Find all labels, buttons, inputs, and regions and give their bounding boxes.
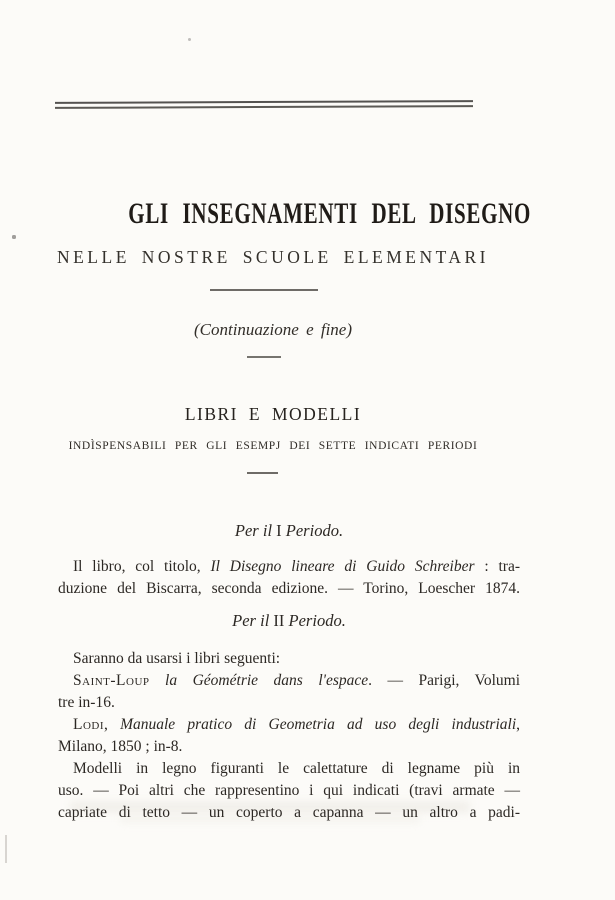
article-title-text: GLI INSEGNAMENTI DEL DISEGNO	[128, 197, 532, 230]
paragraph-period-1	[58, 556, 520, 600]
period-2-post: Periodo.	[284, 611, 346, 630]
author-smallcaps: Lodi	[73, 716, 105, 733]
text-segment: ,	[104, 716, 121, 733]
text-segment: ,	[516, 716, 520, 733]
section-heading: LIBRI E MODELLI	[184, 404, 362, 424]
section-subheading: INDÌSPENSABILI PER GLI ESEMPJ DEI SETTE INDICATI PERIODI	[68, 440, 478, 452]
text-segment: . — Parigi, Volumi	[368, 672, 521, 689]
text-segment: : tra-	[474, 558, 520, 575]
page-edge-mark	[5, 835, 7, 863]
book-title-italic: Manuale pratico di Geometria ad uso degli industriali	[120, 716, 517, 733]
text-line: duzione del Biscarra, seconda edizione. — Torino, Loescher 1874.	[58, 580, 520, 597]
text-line: Modelli in legno figuranti le calettature di legname più in	[73, 760, 520, 777]
paragraphs-period-2	[58, 648, 520, 824]
book-title-italic: la Géométrie dans l'espace	[165, 672, 369, 689]
text-line: Milano, 1850 ; in-8.	[58, 738, 183, 755]
article-subtitle: NELLE NOSTRE SCUOLE ELEMENTARI	[56, 247, 490, 267]
author-smallcaps: Saint-Loup	[73, 672, 150, 689]
period-2-pre: Per il	[232, 611, 274, 630]
book-title-italic: Il Disegno lineare di Guido Schreiber	[210, 558, 475, 575]
text-segment	[150, 672, 166, 689]
period-1-post: Periodo.	[281, 521, 344, 540]
scan-speck	[188, 38, 191, 41]
text-line: capriate di tetto — un coperto a capanna — un altro a padi-	[58, 804, 520, 821]
text-line	[58, 670, 520, 692]
text-line: Saranno da usarsi i libri seguenti:	[73, 650, 281, 667]
article-title	[42, 197, 532, 231]
period-1-numeral: I	[276, 521, 282, 540]
continuation-note: (Continuazione e fine)	[193, 320, 353, 339]
divider-dash	[247, 472, 278, 474]
text-line	[58, 556, 520, 578]
divider-dash	[247, 356, 281, 358]
period-1-pre: Per il	[234, 521, 277, 540]
text-line: tre in-16.	[58, 694, 115, 711]
scan-speck	[12, 235, 16, 239]
top-double-rule	[55, 100, 473, 109]
period-2-heading	[58, 611, 520, 631]
period-2-numeral: II	[273, 611, 285, 630]
text-line	[58, 714, 520, 736]
period-1-heading	[58, 521, 520, 541]
text-line: uso. — Poi altri che rappresentino i qui indicati (travi armate —	[58, 782, 520, 799]
divider-rule	[210, 289, 318, 291]
text-segment: Il libro, col titolo,	[73, 558, 211, 575]
